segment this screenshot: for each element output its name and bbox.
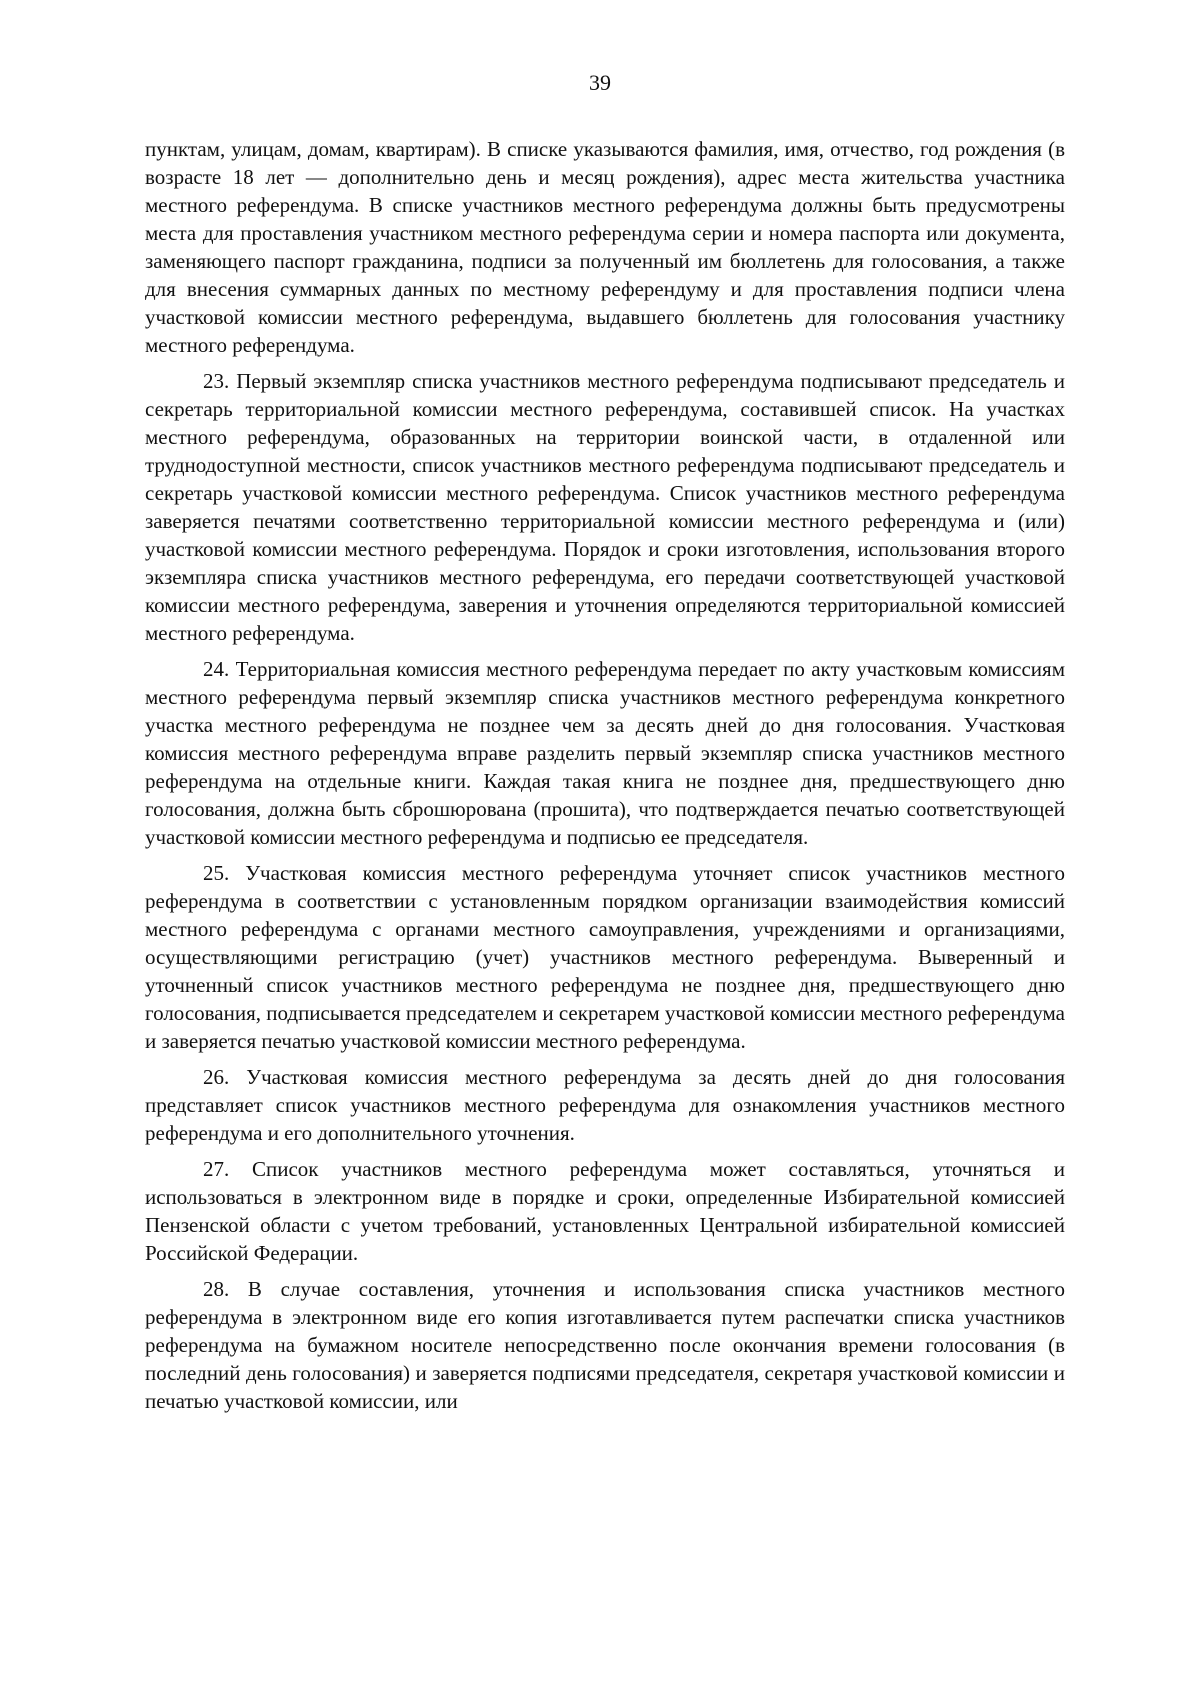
paragraph-24: 24. Территориальная комиссия местного референдума передает по акту участковым комиссиям местного референдума первый экземпляр списка участников местного референдума конкретного участка местного референдума не позднее чем за десять дней до дня голосования. Участковая комиссия местного референдума вправе разделить первый экземпляр списка участников местного референдума на отдельные книги. Каждая такая книга не позднее дня, предшествующего дню голосования, должна быть сброшюрована (прошита), что подтверждается печатью соответствующей участковой комиссии местного референдума и подписью ее председателя. [145, 657, 1065, 849]
paragraph-25: 25. Участковая комиссия местного референдума уточняет список участников местного референдума в соответствии с установленным порядком организации взаимодействия комиссий местного референдума с органами местного самоуправления, учреждениями и организациями, осуществляющими регистрацию (учет) участников местного референдума. Выверенный и уточненный список участников местного референдума не позднее дня, предшествующего дню голосования, подписывается председателем и секретарем участковой комиссии местного референдума и заверяется печатью участковой комиссии местного референдума. [145, 861, 1065, 1053]
page-number: 39 [589, 70, 611, 95]
paragraph-28: 28. В случае составления, уточнения и использования списка участников местного референдума в электронном виде его копия изготавливается путем распечатки списка участников референдума на бумажном носителе непосредственно после окончания времени голосования (в последний день голосования) и заверяется подписями председателя, секретаря участковой комиссии и печатью участковой комиссии, или [145, 1277, 1065, 1413]
paragraph-27: 27. Список участников местного референдума может составляться, уточняться и использоваться в электронном виде в порядке и сроки, определенные Избирательной комиссией Пензенской области с учетом требований, установленных Центральной избирательной комиссией Российской Федерации. [145, 1157, 1065, 1265]
paragraph-continuation: пунктам, улицам, домам, квартирам). В списке указываются фамилия, имя, отчество, год рождения (в возрасте 18 лет — дополнительно день и месяц рождения), адрес места жительства участника местного референдума. В списке участников местного референдума должны быть предусмотрены места для проставления участником местного референдума серии и номера паспорта или документа, заменяющего паспорт гражданина, подписи за полученный им бюллетень для голосования, а также для внесения суммарных данных по местному референдуму и для проставления подписи члена участковой комиссии местного референдума, выдавшего бюллетень для голосования участнику местного референдума. [145, 137, 1065, 357]
document-body [145, 135, 1065, 1423]
paragraph-23: 23. Первый экземпляр списка участников местного референдума подписывают председатель и секретарь территориальной комиссии местного референдума, составившей список. На участках местного референдума, образованных на территории воинской части, в отдаленной или труднодоступной местности, список участников местного референдума подписывают председатель и секретарь участковой комиссии местного референдума. Список участников местного референдума заверяется печатями соответственно территориальной комиссии местного референдума и (или) участковой комиссии местного референдума. Порядок и сроки изготовления, использования второго экземпляра списка участников местного референдума, его передачи соответствующей участковой комиссии местного референдума, заверения и уточнения определяются территориальной комиссией местного референдума. [145, 369, 1065, 645]
paragraph-26: 26. Участковая комиссия местного референдума за десять дней до дня голосования представляет список участников местного референдума для ознакомления участников местного референдума и его дополнительного уточнения. [145, 1065, 1065, 1145]
